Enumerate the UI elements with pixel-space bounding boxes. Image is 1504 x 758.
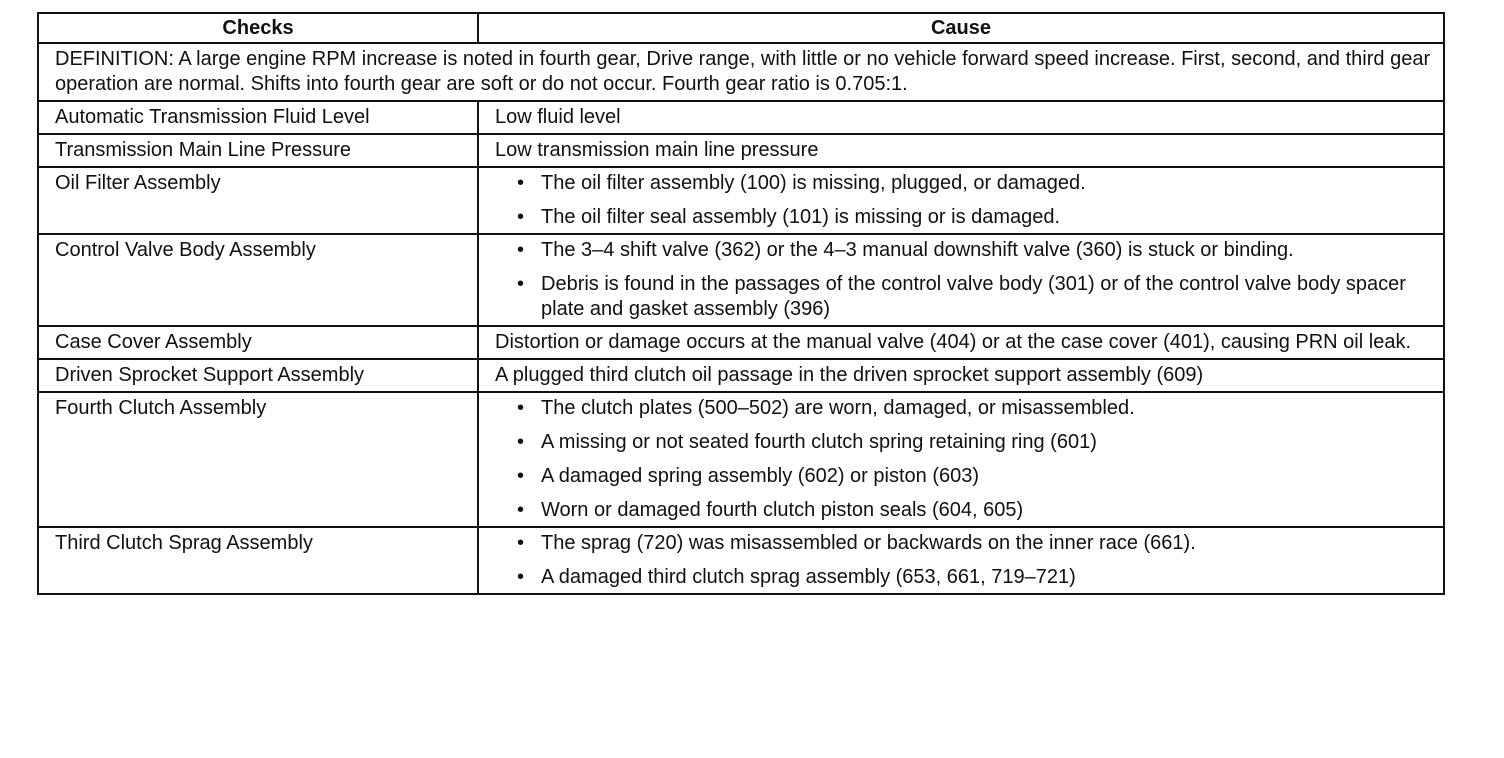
- cause-text: A damaged spring assembly (602) or piston (603): [541, 465, 980, 487]
- cause-cell: Distortion or damage occurs at the manual valve (404) or at the case cover (401), causing PRN oil leak.: [478, 326, 1444, 359]
- cause-text: The 3–4 shift valve (362) or the 4–3 manual downshift valve (360) is stuck or binding.: [541, 239, 1294, 261]
- cause-cell: [478, 527, 1444, 594]
- table-row: [38, 527, 1444, 594]
- list-item: [517, 498, 1433, 523]
- table-row: [38, 392, 1444, 527]
- cause-list: [495, 396, 1433, 523]
- cause-text: The clutch plates (500–502) are worn, damaged, or misassembled.: [541, 397, 1135, 419]
- check-cell: Automatic Transmission Fluid Level: [38, 101, 478, 134]
- cause-text: Debris is found in the passages of the control valve body (301) or of the control valve body spacer plate and gasket assembly (396): [541, 273, 1406, 320]
- table-row: [38, 326, 1444, 359]
- check-cell: Oil Filter Assembly: [38, 167, 478, 234]
- cause-cell: A plugged third clutch oil passage in the driven sprocket support assembly (609): [478, 359, 1444, 392]
- check-cell: Case Cover Assembly: [38, 326, 478, 359]
- cause-cell: Low transmission main line pressure: [478, 134, 1444, 167]
- cause-cell: [478, 167, 1444, 234]
- list-item: [517, 464, 1433, 489]
- cause-text: The oil filter assembly (100) is missing, plugged, or damaged.: [541, 172, 1086, 194]
- check-cell: Transmission Main Line Pressure: [38, 134, 478, 167]
- list-item: [517, 171, 1433, 196]
- definition-text: DEFINITION: A large engine RPM increase is noted in fourth gear, Drive range, with little or no vehicle forward speed increase. First, second, and third gear operation are normal. Shifts into fourth gear are soft or do not occur. Fourth gear ratio is 0.705:1.: [38, 43, 1444, 101]
- bullet-icon: •: [517, 273, 525, 295]
- cause-cell: Low fluid level: [478, 101, 1444, 134]
- list-item: [517, 238, 1433, 263]
- check-cell: Fourth Clutch Assembly: [38, 392, 478, 527]
- definition-row: [38, 43, 1444, 101]
- check-cell: Driven Sprocket Support Assembly: [38, 359, 478, 392]
- cause-text: A damaged third clutch sprag assembly (653, 661, 719–721): [541, 566, 1076, 588]
- list-item: [517, 531, 1433, 556]
- cause-text: The oil filter seal assembly (101) is missing or is damaged.: [541, 206, 1061, 228]
- table-row: [38, 101, 1444, 134]
- bullet-icon: •: [517, 532, 525, 554]
- cause-text: A missing or not seated fourth clutch spring retaining ring (601): [541, 431, 1097, 453]
- diagnostic-table: [37, 12, 1445, 595]
- bullet-icon: •: [517, 431, 525, 453]
- table-row: [38, 359, 1444, 392]
- check-cell: Control Valve Body Assembly: [38, 234, 478, 326]
- bullet-icon: •: [517, 397, 525, 419]
- list-item: [517, 205, 1433, 230]
- cause-text: Worn or damaged fourth clutch piston seals (604, 605): [541, 499, 1024, 521]
- cause-list: [495, 171, 1433, 230]
- list-item: [517, 272, 1433, 322]
- cause-list: [495, 238, 1433, 322]
- list-item: [517, 565, 1433, 590]
- cause-list: [495, 531, 1433, 590]
- bullet-icon: •: [517, 206, 525, 228]
- cause-cell: [478, 392, 1444, 527]
- cause-text: The sprag (720) was misassembled or backwards on the inner race (661).: [541, 532, 1196, 554]
- list-item: [517, 430, 1433, 455]
- cause-cell: [478, 234, 1444, 326]
- bullet-icon: •: [517, 465, 525, 487]
- list-item: [517, 396, 1433, 421]
- bullet-icon: •: [517, 566, 525, 588]
- bullet-icon: •: [517, 172, 525, 194]
- check-cell: Third Clutch Sprag Assembly: [38, 527, 478, 594]
- bullet-icon: •: [517, 239, 525, 261]
- header-row: [38, 13, 1444, 43]
- checks-header: Checks: [38, 13, 478, 43]
- table-row: [38, 167, 1444, 234]
- table-row: [38, 134, 1444, 167]
- bullet-icon: •: [517, 499, 525, 521]
- cause-header: Cause: [478, 13, 1444, 43]
- table-row: [38, 234, 1444, 326]
